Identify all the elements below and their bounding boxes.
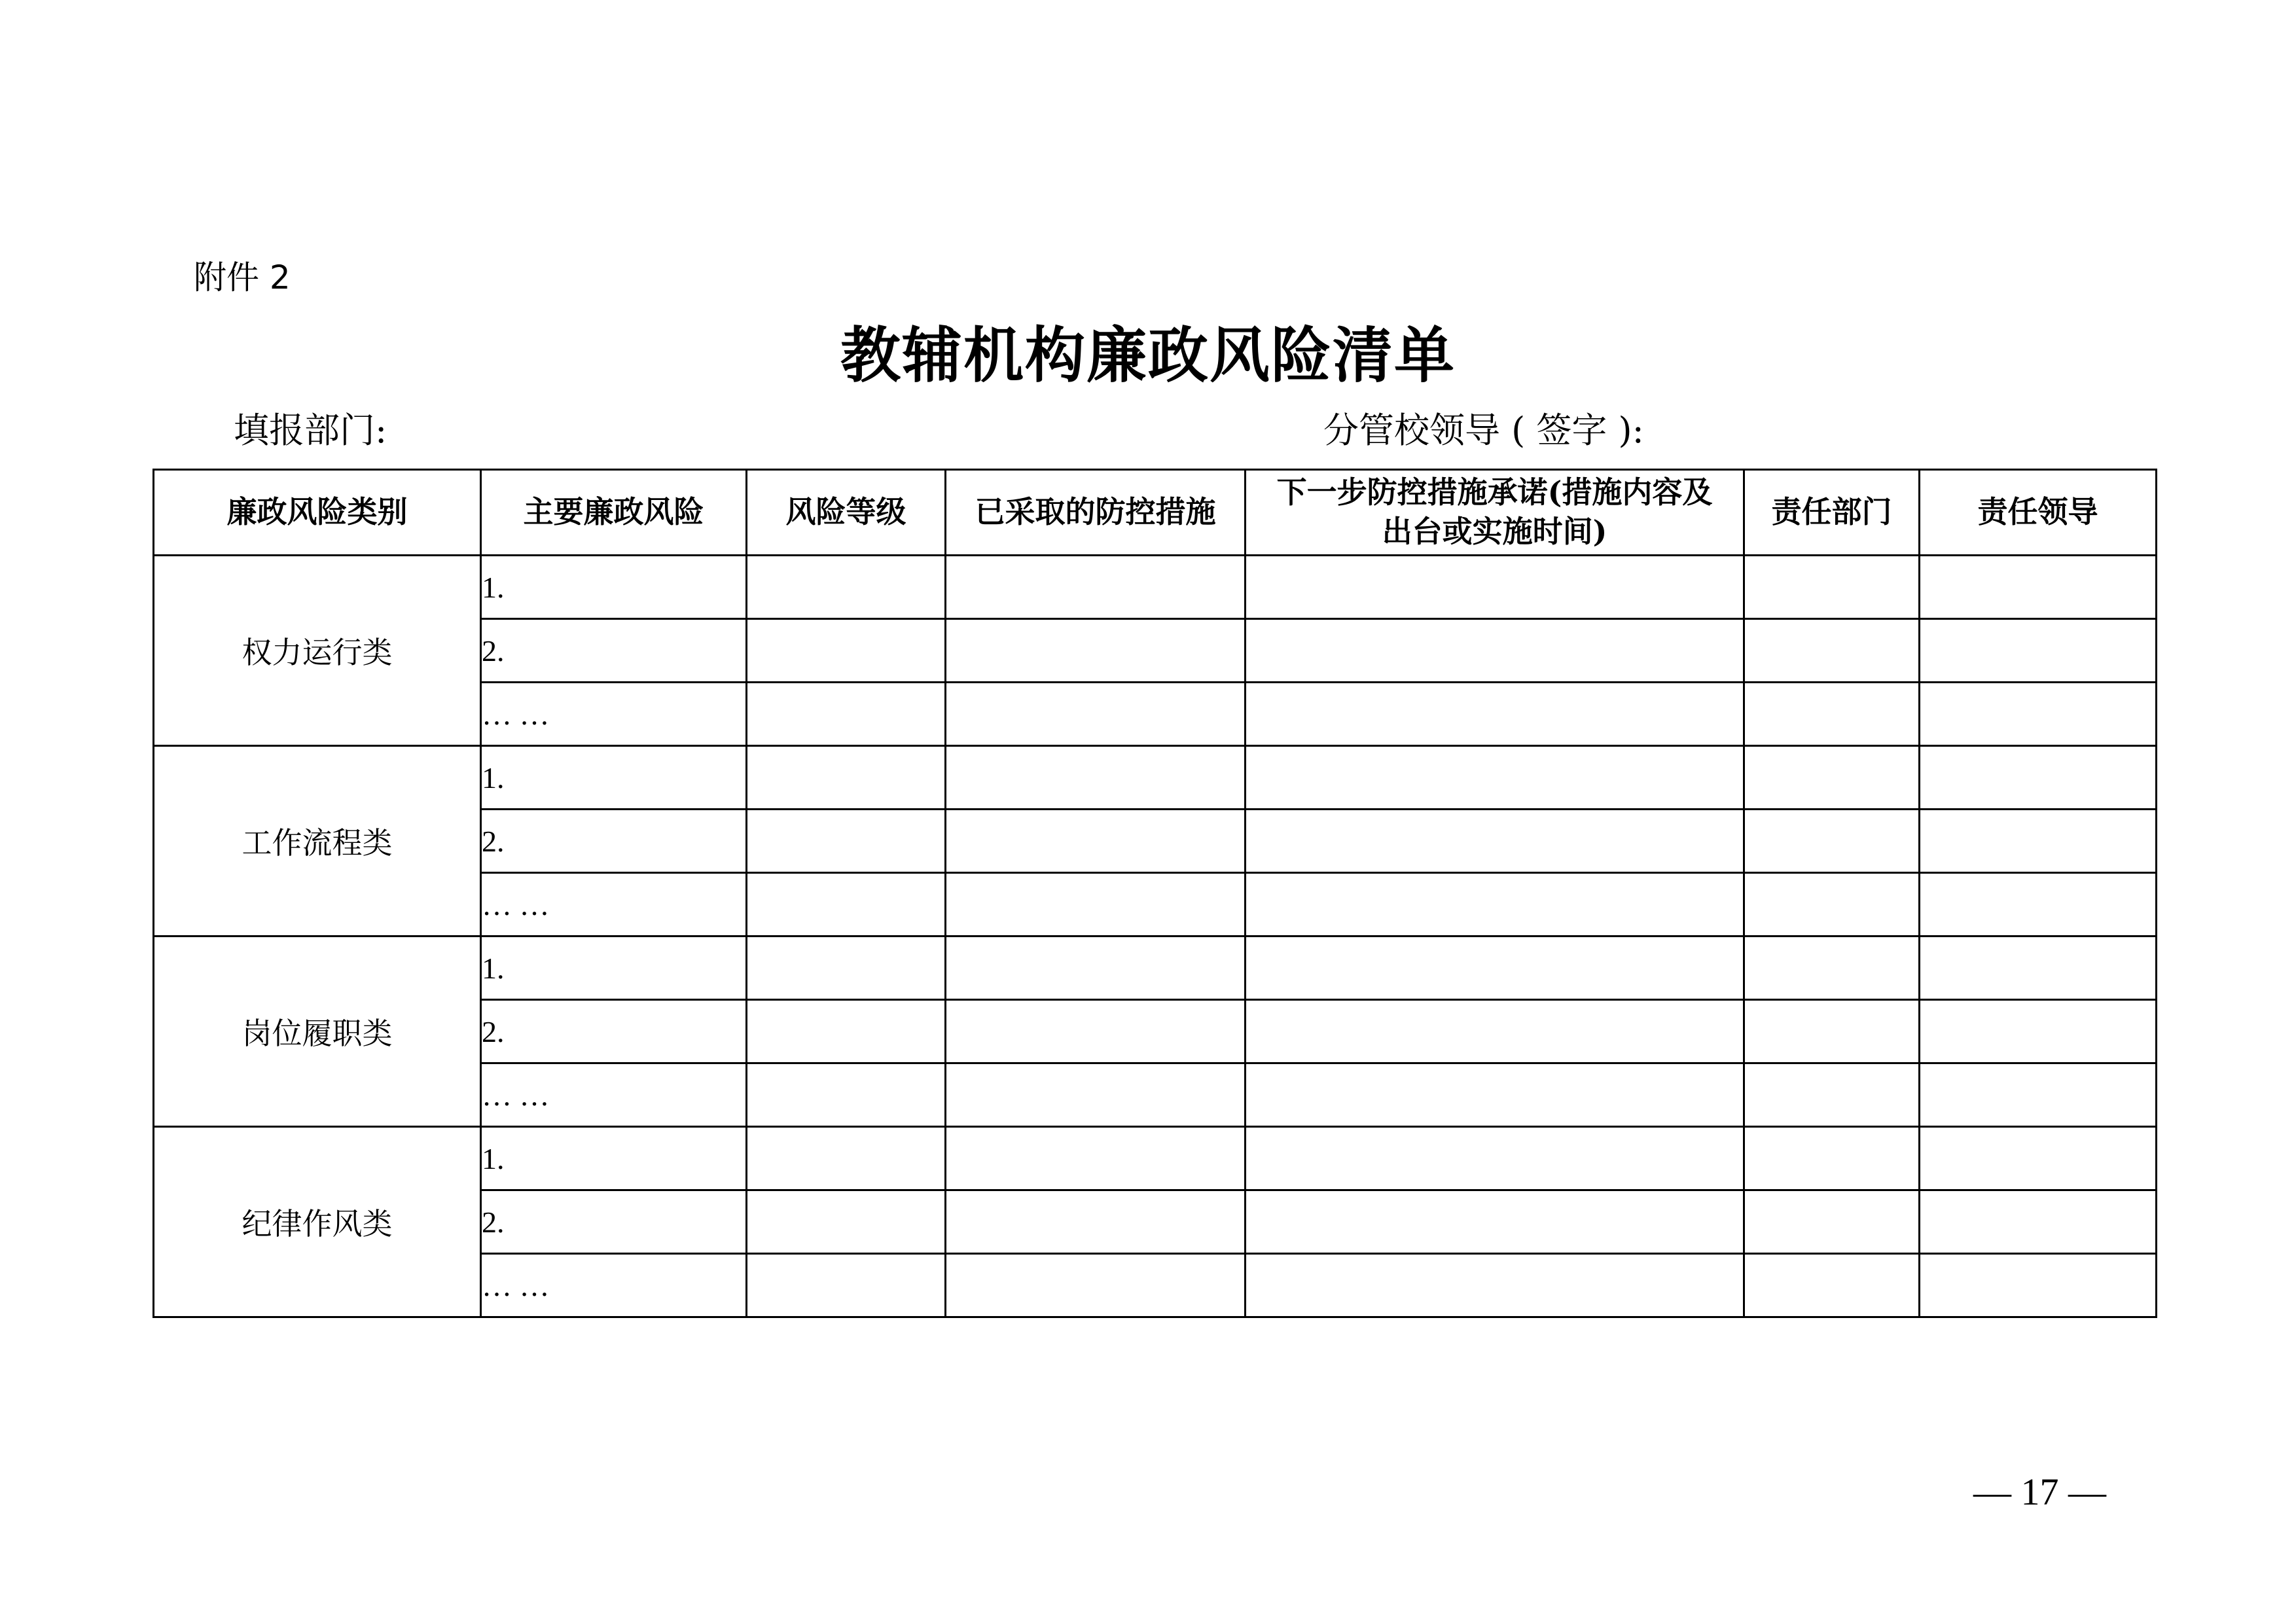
risk-level-cell[interactable] [747,746,946,810]
responsible-dept-cell[interactable] [1744,936,1920,1000]
header-next-measures: 下一步防控措施承诺(措施内容及出台或实施时间) [1246,470,1744,556]
measures-taken-cell[interactable] [946,936,1246,1000]
responsible-dept-cell[interactable] [1744,746,1920,810]
responsible-leader-cell[interactable] [1920,810,2157,873]
next-measures-cell[interactable] [1246,810,1744,873]
main-risk-cell[interactable]: 1. [481,936,747,1000]
responsible-dept-cell[interactable] [1744,1254,1920,1317]
responsible-dept-cell[interactable] [1744,810,1920,873]
risk-level-cell[interactable] [747,936,946,1000]
page-number [0,1470,2296,1514]
risk-level-cell[interactable] [747,810,946,873]
main-risk-cell[interactable]: … … [481,1063,747,1127]
risk-level-cell[interactable] [747,1254,946,1317]
main-risk-cell[interactable]: … … [481,873,747,936]
responsible-leader-cell[interactable] [1920,1190,2157,1254]
main-risk-cell[interactable]: 2. [481,810,747,873]
next-measures-cell[interactable] [1246,1000,1744,1063]
next-measures-cell[interactable] [1246,1254,1744,1317]
responsible-dept-cell[interactable] [1744,1063,1920,1127]
table-header-row [154,470,2157,556]
leader-sign-label: 分管校领导 ( 签字 ): [1323,410,1644,451]
responsible-dept-cell[interactable] [1744,1000,1920,1063]
responsible-leader-cell[interactable] [1920,1254,2157,1317]
risk-level-cell[interactable] [747,1063,946,1127]
header-responsible-leader: 责任领导 [1920,470,2157,556]
next-measures-cell[interactable] [1246,1127,1744,1190]
header-risk-level: 风险等级 [747,470,946,556]
next-measures-cell[interactable] [1246,936,1744,1000]
main-risk-cell[interactable]: 2. [481,1190,747,1254]
responsible-leader-cell[interactable] [1920,1127,2157,1190]
responsible-leader-cell[interactable] [1920,746,2157,810]
responsible-dept-cell[interactable] [1744,873,1920,936]
measures-taken-cell[interactable] [946,1254,1246,1317]
measures-taken-cell[interactable] [946,556,1246,619]
next-measures-cell[interactable] [1246,683,1744,746]
main-risk-cell[interactable]: … … [481,683,747,746]
measures-taken-cell[interactable] [946,683,1246,746]
table-row [154,936,2157,1000]
measures-taken-cell[interactable] [946,1063,1246,1127]
main-risk-cell[interactable]: 1. [481,1127,747,1190]
risk-category-cell: 工作流程类 [154,746,481,936]
risk-level-cell[interactable] [747,1127,946,1190]
fill-department-label: 填报部门: [234,410,387,451]
main-risk-cell[interactable]: 2. [481,619,747,683]
measures-taken-cell[interactable] [946,1190,1246,1254]
responsible-leader-cell[interactable] [1920,873,2157,936]
responsible-dept-cell[interactable] [1744,1127,1920,1190]
responsible-leader-cell[interactable] [1920,936,2157,1000]
responsible-leader-cell[interactable] [1920,1000,2157,1063]
next-measures-cell[interactable] [1246,873,1744,936]
header-responsible-dept: 责任部门 [1744,470,1920,556]
responsible-leader-cell[interactable] [1920,556,2157,619]
measures-taken-cell[interactable] [946,873,1246,936]
header-measures-taken: 已采取的防控措施 [946,470,1246,556]
responsible-leader-cell[interactable] [1920,619,2157,683]
risk-category-cell: 纪律作风类 [154,1127,481,1317]
responsible-dept-cell[interactable] [1744,1190,1920,1254]
measures-taken-cell[interactable] [946,1127,1246,1190]
main-risk-cell[interactable]: … … [481,1254,747,1317]
page-title: 教辅机构廉政风险清单 [840,320,1456,391]
risk-level-cell[interactable] [747,873,946,936]
main-risk-cell[interactable]: 2. [481,1000,747,1063]
page-number-text: — 17 — [1973,1471,2106,1513]
risk-level-cell[interactable] [747,1190,946,1254]
responsible-dept-cell[interactable] [1744,619,1920,683]
table-body [154,556,2157,1317]
main-risk-cell[interactable]: 1. [481,556,747,619]
responsible-leader-cell[interactable] [1920,683,2157,746]
next-measures-cell[interactable] [1246,746,1744,810]
main-risk-cell[interactable]: 1. [481,746,747,810]
measures-taken-cell[interactable] [946,1000,1246,1063]
risk-category-cell: 权力运行类 [154,556,481,746]
risk-level-cell[interactable] [747,619,946,683]
responsible-leader-cell[interactable] [1920,1063,2157,1127]
risk-level-cell[interactable] [747,556,946,619]
table-row [154,1127,2157,1190]
next-measures-cell[interactable] [1246,556,1744,619]
header-risk-category: 廉政风险类别 [154,470,481,556]
table-row [154,556,2157,619]
measures-taken-cell[interactable] [946,810,1246,873]
risk-level-cell[interactable] [747,683,946,746]
risk-list-table [152,469,2157,1318]
risk-category-cell: 岗位履职类 [154,936,481,1127]
header-main-risk: 主要廉政风险 [481,470,747,556]
attachment-label: 附件 2 [194,259,291,296]
measures-taken-cell[interactable] [946,746,1246,810]
measures-taken-cell[interactable] [946,619,1246,683]
responsible-dept-cell[interactable] [1744,683,1920,746]
next-measures-cell[interactable] [1246,1063,1744,1127]
table-row [154,746,2157,810]
responsible-dept-cell[interactable] [1744,556,1920,619]
risk-level-cell[interactable] [747,1000,946,1063]
next-measures-cell[interactable] [1246,619,1744,683]
next-measures-cell[interactable] [1246,1190,1744,1254]
